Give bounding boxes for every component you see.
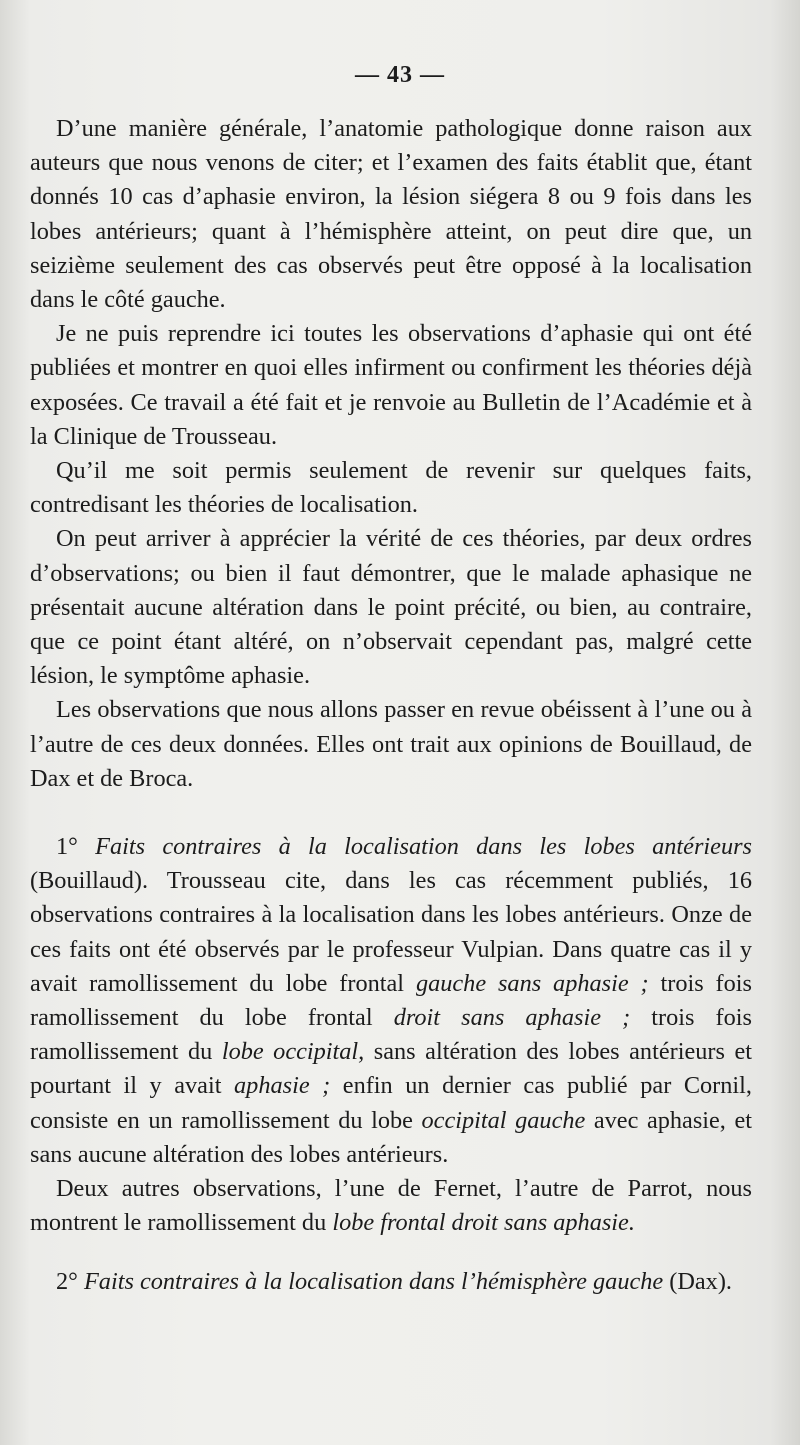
text-run: trois fois ramollissement du lobe frontal [30,969,752,1032]
paragraph-1: D’une manière générale, l’anatomie pathologique donne raison aux auteurs que nous venons de citer; et l’examen des faits établit que, étant donnés 10 cas d’aphasie environ, la lésion siégera 8 ou 9 fois dans les lobes antérieurs; quant à l’hémisphère atteint, on peut dire que, un seizième seulement des cas observés peut être opposé à la localisation dans le côté gauche. [30,115,752,314]
page-number: — 43 — [355,62,445,88]
text-run: trois fois ramollissement du [30,1004,752,1066]
page-text [30,112,752,1299]
italic-run: occipital gauche [421,1106,586,1134]
section-number: 2° [56,1267,78,1295]
text-run: (Bouillaud). Trousseau cite, dans les cas récemment publiés, 16 observations contraires à la localisation dans les lobes antérieurs. Onze de ces faits ont été observés par le professeur Vulpian. Dans quatre cas il y avait ramollissement du lobe frontal [30,867,752,997]
text-run: avec aphasie, et sans aucune altération des lobes antérieurs. [30,1106,752,1168]
italic-run: gauche sans aphasie ; [415,969,649,997]
italic-run: aphasie ; [234,1072,331,1100]
paragraph-5: Les observations que nous allons passer en revue obéissent à l’une ou à l’autre de ces deux données. Elles ont trait aux opinions de Bouillaud, de Dax et de Broca. [30,696,752,792]
paragraph-6 [30,830,752,1172]
text-run: sans altération des lobes antérieurs et pourtant il y avait [30,1038,752,1100]
italic-run: droit sans aphasie ; [393,1004,631,1032]
section-heading: Faits contraires à la localisation dans l’hémisphère gauche [83,1267,664,1295]
paragraph-4: On peut arriver à apprécier la vérité de ces théories, par deux ordres d’observations; ou bien il faut démontrer, que le malade aphasique ne présentait aucune altération dans le point précité, ou bien, au contraire, que ce point étant altéré, on n’observait cependant pas, malgré cette lésion, le symptôme aphasie. [30,525,752,690]
text-run: (Dax). [669,1267,733,1295]
paragraph-8 [30,1265,752,1299]
paragraph-7 [30,1172,752,1240]
italic-run: lobe frontal droit sans aphasie. [332,1209,635,1237]
paragraph-3: Qu’il me soit permis seulement de revenir sur quelques faits, contredisant les théories de localisation. [30,457,752,519]
text-run: enfin un dernier cas publié par Cornil, consiste en un ramollissement du lobe [30,1072,752,1134]
section-number: 1° [56,833,78,861]
section-heading: Faits contraires à la localisation dans les lobes antérieurs [95,833,752,861]
italic-run: lobe occipital, [221,1038,365,1066]
text-run: Deux autres observations, l’une de Fernet, l’autre de Parrot, nous montrent le ramollissement du [30,1175,752,1237]
paragraph-2: Je ne puis reprendre ici toutes les observations d’aphasie qui ont été publiées et montrer en quoi elles infirment ou confirment les théories déjà exposées. Ce travail a été fait et je renvoie au Bulletin de l’Académie et à la Clinique de Trousseau. [30,320,752,450]
